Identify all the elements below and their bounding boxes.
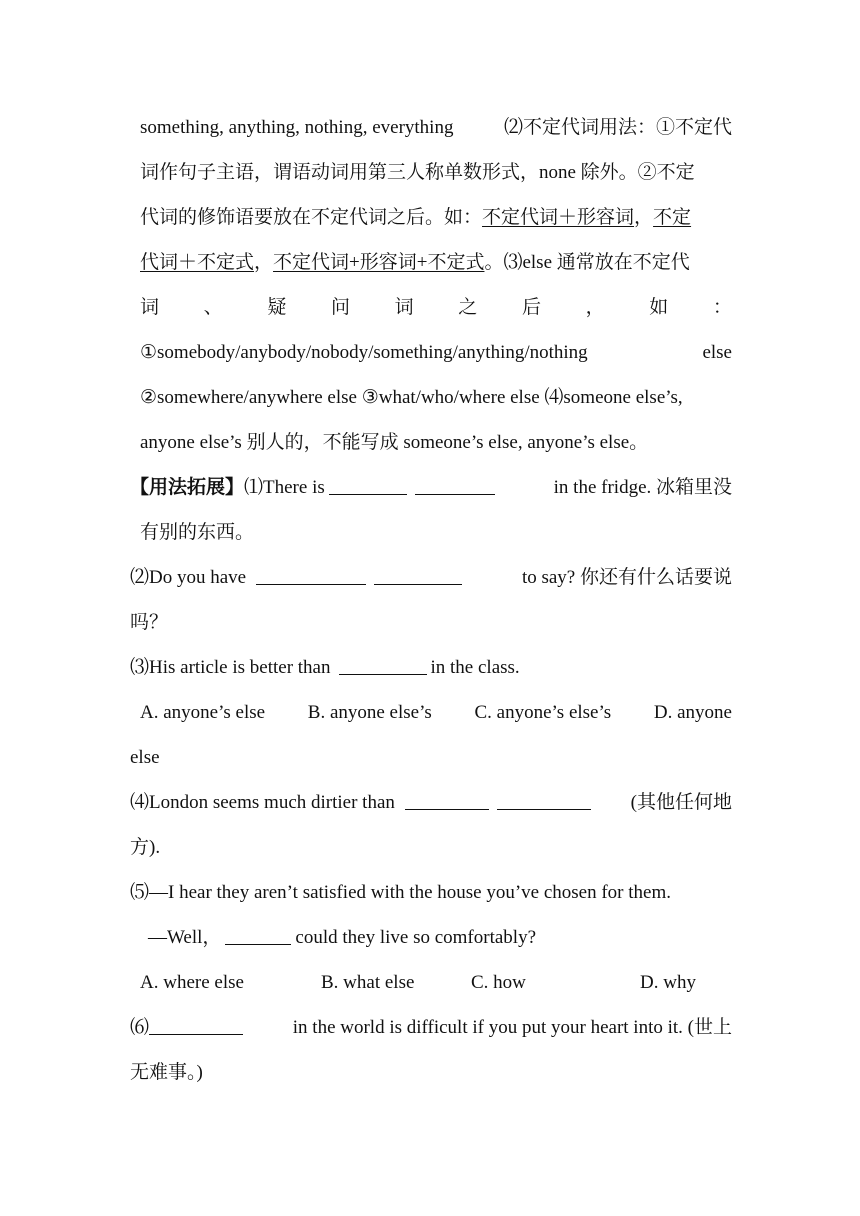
text: ②somewhere/anywhere else ③what/who/where else ⑷someone else’s,	[140, 387, 683, 408]
text: 代词的修饰语要放在不定代词之后。如：	[140, 207, 483, 228]
answer-blank[interactable]	[405, 789, 489, 810]
char: ，	[585, 297, 605, 318]
text: could they live so comfortably?	[295, 927, 537, 948]
para-line-2	[140, 159, 732, 187]
question-5-options	[140, 969, 732, 997]
answer-blank[interactable]	[415, 474, 495, 495]
option-c[interactable]: C. how	[471, 972, 526, 993]
text: else	[702, 342, 732, 363]
text: in the fridge. 冰箱里没	[553, 477, 732, 498]
text: ⑸—I hear they aren’t satisfied with the house you’ve chosen for them.	[130, 882, 671, 903]
text: 无难事。)	[130, 1062, 203, 1083]
question-1	[130, 474, 732, 502]
char: 、	[203, 297, 223, 318]
question-1-cont	[140, 519, 732, 547]
text: in the class.	[430, 657, 520, 678]
char: 如	[649, 297, 669, 318]
text: ，	[634, 207, 654, 228]
text: ，	[254, 252, 274, 273]
option-a[interactable]: A. where else	[140, 972, 244, 993]
text: (其他任何地	[630, 792, 732, 813]
question-3	[130, 654, 732, 682]
char: ：	[712, 297, 732, 318]
char: 词	[394, 297, 414, 318]
question-2	[130, 564, 732, 592]
text: anyone else’s 别人的，不能写成 someone’s else, anyone’s else。	[140, 432, 649, 453]
para-line-1	[140, 114, 732, 142]
text: something, anything, nothing, everything	[140, 117, 454, 138]
text: else	[130, 747, 160, 768]
char: 之	[458, 297, 478, 318]
underlined-phrase: 代词＋不定式	[140, 252, 255, 273]
text: ⑹	[130, 1017, 150, 1038]
underlined-phrase: 不定	[653, 207, 692, 228]
answer-blank[interactable]	[497, 789, 591, 810]
text: 词作句子主语，谓语动词用第三人称单数形式，none 除外。②不定	[140, 162, 695, 183]
char: 疑	[267, 297, 287, 318]
answer-blank[interactable]	[329, 474, 407, 495]
text: ⑶His article is better than	[130, 657, 331, 678]
option-d[interactable]: D. anyone	[653, 702, 732, 723]
text: ①somebody/anybody/nobody/something/anything/nothing	[140, 342, 588, 363]
text: 。⑶else 通常放在不定代	[484, 252, 690, 273]
text: —Well，	[148, 927, 222, 948]
char: 问	[330, 297, 350, 318]
para-line-6	[140, 339, 732, 367]
question-5	[130, 879, 732, 907]
section-heading: 【用法拓展】	[130, 477, 245, 498]
para-line-7	[140, 384, 732, 412]
underlined-phrase: 不定代词＋形容词	[482, 207, 635, 228]
text: 方).	[130, 837, 161, 858]
option-d[interactable]: D. why	[640, 972, 696, 993]
question-5-reply	[148, 924, 750, 952]
char: 词	[140, 297, 160, 318]
text: ⑷London seems much dirtier than	[130, 792, 395, 813]
para-line-4	[140, 249, 732, 277]
question-3-wrap	[130, 744, 732, 772]
option-a[interactable]: A. anyone’s else	[140, 702, 266, 723]
text: ⑵不定代词用法：①不定代	[503, 117, 732, 138]
answer-blank[interactable]	[256, 564, 366, 585]
question-6-cont	[130, 1059, 732, 1087]
text: ⑴There is	[244, 477, 325, 498]
text: 吗？	[130, 612, 169, 633]
text: to say? 你还有什么话要说	[521, 567, 732, 588]
char: 后	[521, 297, 541, 318]
para-line-3	[140, 204, 732, 232]
answer-blank[interactable]	[339, 654, 427, 675]
answer-blank[interactable]	[149, 1014, 243, 1035]
question-6	[130, 1014, 732, 1042]
option-c[interactable]: C. anyone’s else’s	[474, 702, 612, 723]
text: ⑵Do you have	[130, 567, 247, 588]
question-2-cont	[130, 609, 732, 637]
para-line-8	[140, 429, 732, 457]
option-b[interactable]: B. what else	[321, 972, 415, 993]
answer-blank[interactable]	[374, 564, 462, 585]
question-3-options	[140, 699, 732, 727]
answer-blank[interactable]	[225, 924, 291, 945]
question-4	[130, 789, 732, 817]
text: in the world is difficult if you put your heart into it. (世上	[292, 1017, 732, 1038]
para-line-5	[140, 294, 732, 322]
question-4-cont	[130, 834, 732, 862]
text: 有别的东西。	[140, 522, 255, 543]
option-b[interactable]: B. anyone else’s	[307, 702, 432, 723]
underlined-phrase: 不定代词+形容词+不定式	[273, 252, 485, 273]
